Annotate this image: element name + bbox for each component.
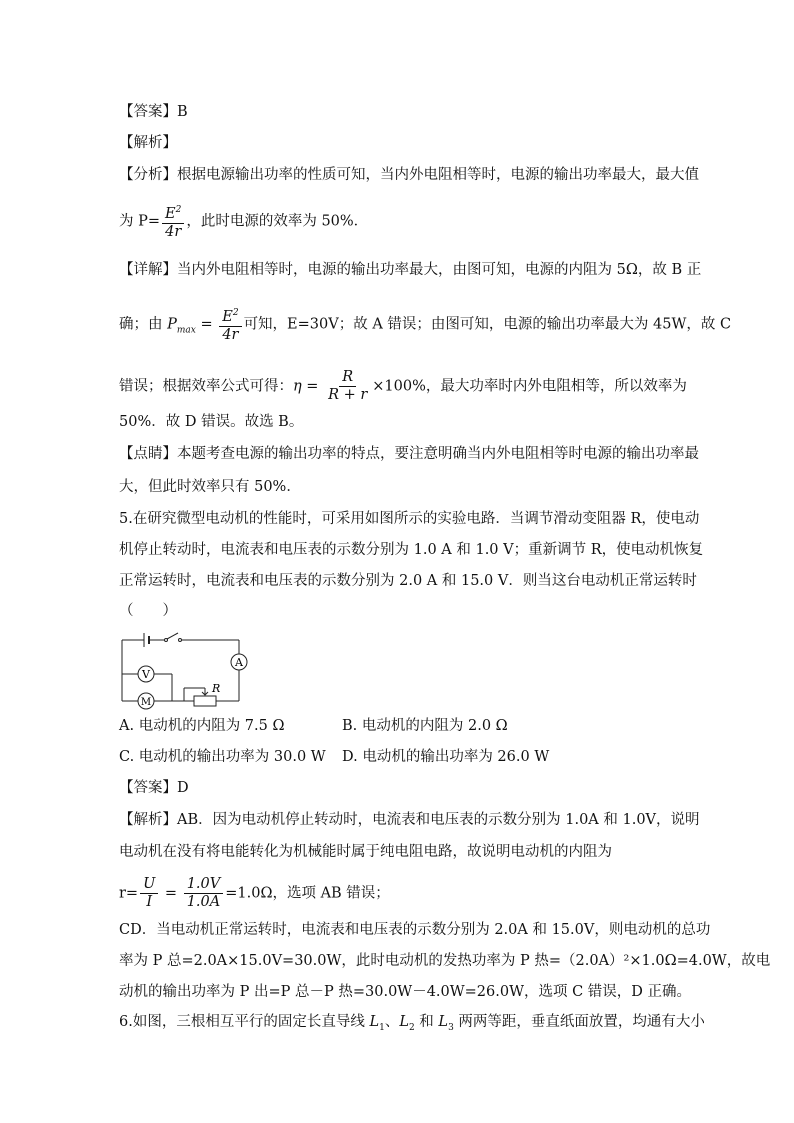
q4-xiangjie-line-4: 50%．故 D 错误。故选 B。 bbox=[119, 414, 304, 430]
option-a: A. 电动机的内阻为 7.5 Ω bbox=[119, 718, 285, 734]
denominator: 4r bbox=[222, 326, 239, 343]
switch-blade bbox=[167, 633, 178, 639]
option-c: C. 电动机的输出功率为 30.0 W bbox=[119, 749, 326, 765]
q4-xiangjie-line-3 bbox=[119, 369, 687, 404]
numerator: R bbox=[339, 369, 356, 387]
symbol-P: P bbox=[167, 316, 177, 333]
subscript: max bbox=[176, 325, 196, 336]
fraction bbox=[162, 202, 184, 241]
text: 为 P= bbox=[119, 213, 161, 230]
denominator: R + r bbox=[328, 387, 368, 403]
rheostat-label: R bbox=[212, 682, 221, 695]
text: 可知，E=30V；故 A 错误；由图可知，电源的输出功率最大为 45W，故 C bbox=[243, 316, 732, 333]
q5-jiexi-line-6: 动机的输出功率为 P 出=P 总－P 热=30.0W－4.0W=26.0W，选项 C 错误，D 正确。 bbox=[119, 984, 692, 1000]
q4-xiangjie-line-2 bbox=[119, 305, 732, 344]
q5-jiexi-line-3 bbox=[119, 876, 679, 911]
q4-answer: 【答案】B bbox=[119, 104, 188, 120]
q4-xiangjie-line-1: 【详解】当内外电阻相等时，电源的输出功率最大，由图可知，电源的内阻为 5Ω，故 B 正 bbox=[119, 262, 702, 278]
rheostat-body bbox=[194, 696, 216, 706]
q5-answer: 【答案】D bbox=[119, 780, 189, 796]
q5-jiexi-line-2: 电动机在没有将电能转化为机械能时属于纯电阻电路，故说明电动机的内阻为 bbox=[119, 844, 612, 860]
q5-stem-line-2: 机停止转动时，电流表和电压表的示数分别为 1.0 A 和 1.0 V；重新调节 R，使电动机恢复 bbox=[119, 542, 704, 558]
eta: η = bbox=[293, 378, 324, 395]
q5-jiexi-line-4: CD．当电动机正常运转时，电流表和电压表的示数分别为 2.0A 和 15.0V，则电动机的总功 bbox=[119, 922, 711, 938]
q4-dianjing-line-1: 【点睛】本题考查电源的输出功率的特点，要注意明确当内外电阻相等时电源的输出功率最 bbox=[119, 446, 699, 462]
text: 确；由 bbox=[119, 316, 168, 333]
exponent: 2 bbox=[175, 205, 182, 215]
text: 和 bbox=[414, 1014, 439, 1030]
ammeter-label: A bbox=[235, 656, 243, 669]
option-b: B. 电动机的内阻为 2.0 Ω bbox=[342, 718, 508, 734]
numerator: E bbox=[222, 308, 233, 325]
text: 6.如图，三根相互平行的固定长直导线 bbox=[119, 1014, 370, 1030]
fraction bbox=[140, 876, 158, 911]
symbol-L2: L bbox=[399, 1014, 409, 1030]
fraction bbox=[325, 369, 370, 404]
q4-fenxi-line-1: 【分析】根据电源输出功率的性质可知，当内外电阻相等时，电源的输出功率最大，最大值 bbox=[119, 167, 699, 183]
text: ，此时电源的效率为 50%． bbox=[186, 213, 369, 230]
q6-stem-line-1 bbox=[119, 1012, 705, 1038]
q5-jiexi-line-5: 率为 P 总=2.0A×15.0V=30.0W，此时电动机的发热功率为 P 热=（2.0A）²×1.0Ω=4.0W，故电 bbox=[119, 953, 771, 969]
q4-fenxi-line-2 bbox=[119, 202, 679, 241]
option-d: D. 电动机的输出功率为 26.0 W bbox=[342, 749, 550, 765]
symbol-L1: L bbox=[369, 1014, 380, 1030]
equals: = bbox=[160, 885, 182, 902]
denominator: I bbox=[146, 894, 153, 910]
motor-label: M bbox=[140, 697, 152, 708]
q5-stem-line-1: 5.在研究微型电动机的性能时，可采用如图所示的实验电路．当调节滑动变阻器 R，使电动 bbox=[119, 511, 700, 527]
text: r= bbox=[119, 885, 139, 902]
subscript: 3 bbox=[448, 1022, 454, 1033]
text: ×100%，最大功率时内外电阻相等，所以效率为 bbox=[372, 378, 687, 395]
denominator: 4r bbox=[165, 223, 182, 240]
q4-dianjing-line-2: 大，但此时效率只有 50%． bbox=[119, 479, 301, 495]
q4-analysis-title: 【解析】 bbox=[119, 135, 177, 151]
symbol-L3: L bbox=[438, 1014, 449, 1030]
q5-jiexi-line-1: 【解析】AB．因为电动机停止转动时，电流表和电压表的示数分别为 1.0A 和 1.0V，说明 bbox=[119, 812, 700, 828]
subscript: 1 bbox=[379, 1022, 385, 1033]
q5-stem-line-4: （ ） bbox=[119, 603, 177, 619]
denominator: 1.0A bbox=[186, 894, 221, 910]
voltmeter-label: V bbox=[142, 668, 150, 681]
fraction bbox=[219, 305, 241, 344]
numerator: 1.0V bbox=[184, 876, 224, 894]
subscript: 2 bbox=[408, 1022, 415, 1033]
numerator: E bbox=[165, 205, 176, 222]
numerator: U bbox=[140, 876, 158, 894]
fraction bbox=[184, 876, 224, 911]
equals: = bbox=[195, 316, 218, 333]
text: =1.0Ω，选项 AB 错误； bbox=[225, 885, 390, 902]
text: 错误；根据效率公式可得： bbox=[119, 378, 293, 395]
circuit-diagram bbox=[118, 628, 258, 714]
text: 两两等距，垂直纸面放置，均通有大小 bbox=[453, 1014, 705, 1030]
q5-stem-line-3: 正常运转时，电流表和电压表的示数分别为 2.0 A 和 15.0 V．则当这台电动机正常运转时 bbox=[119, 573, 697, 589]
separator: 、 bbox=[384, 1014, 400, 1030]
exponent: 2 bbox=[232, 308, 239, 318]
